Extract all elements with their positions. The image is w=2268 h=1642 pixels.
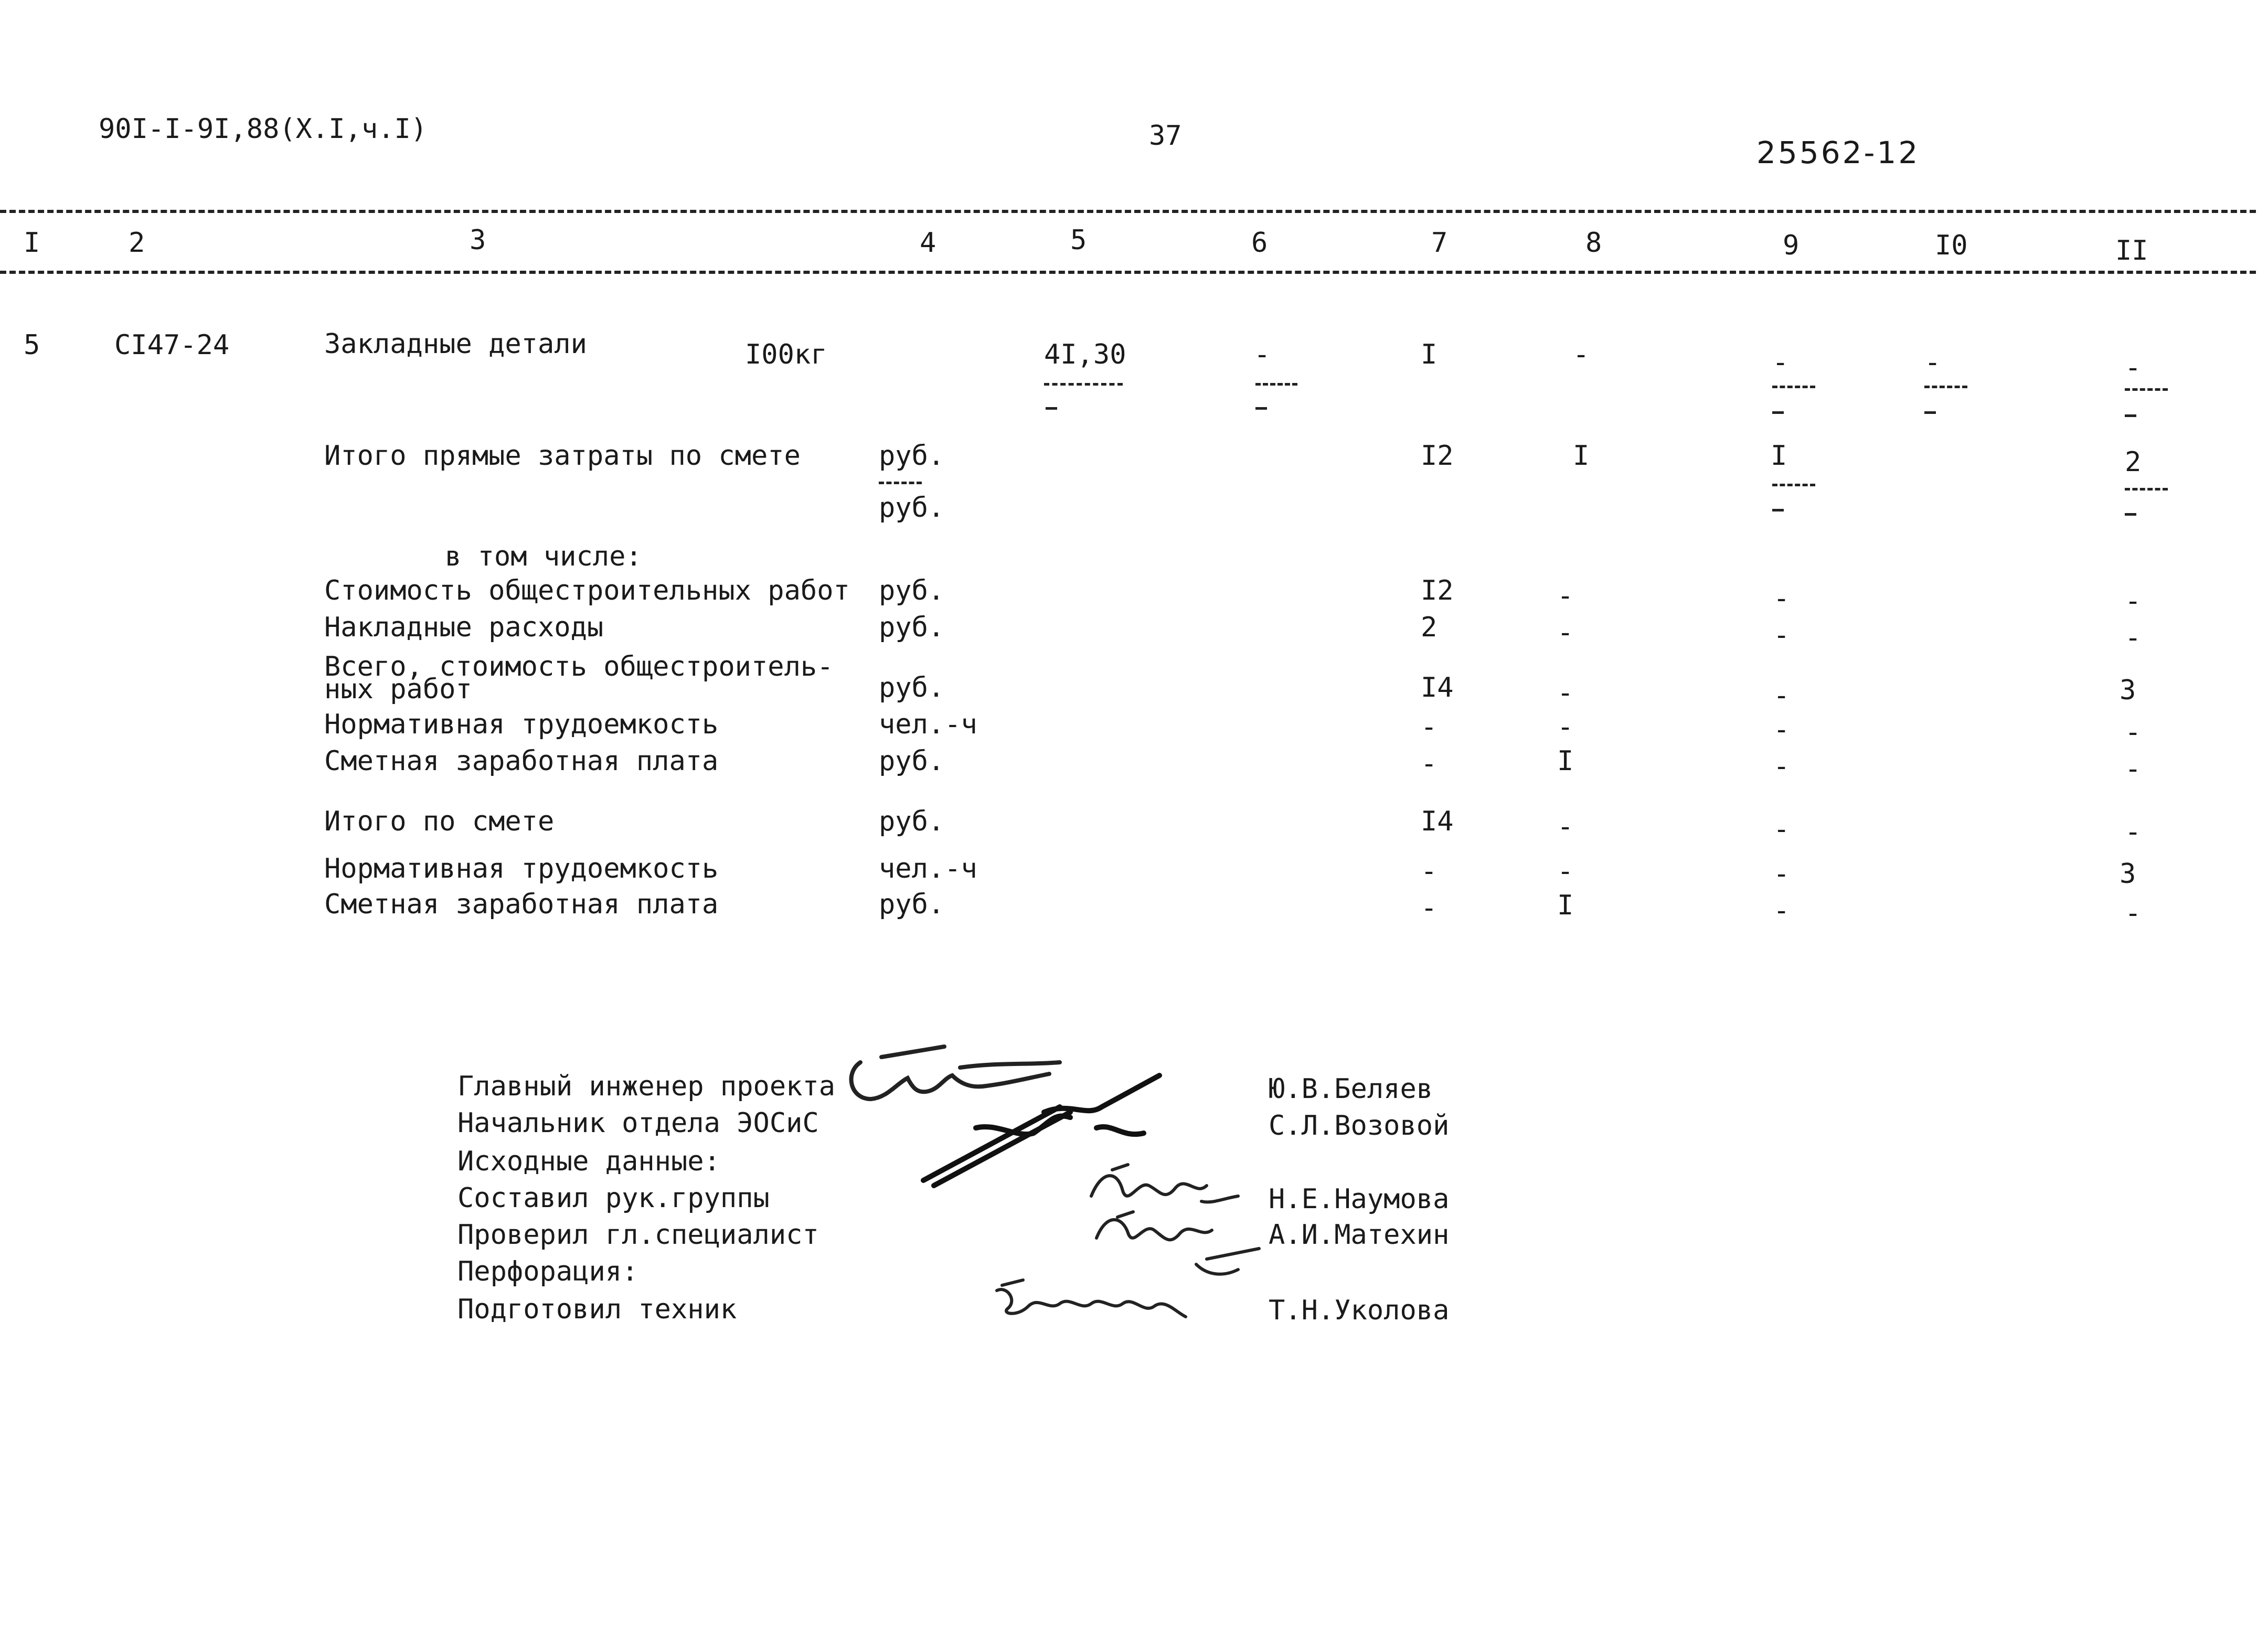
row-label: Сметная заработная плата: [324, 889, 719, 920]
dash-mark: [1924, 411, 1936, 414]
row-col8: -: [1557, 617, 1574, 648]
dash-mark: [2125, 513, 2136, 516]
row-label: Сметная заработная плата: [324, 745, 719, 777]
row-col8: -: [1557, 677, 1574, 709]
row-col8: -: [1557, 711, 1574, 743]
item-col5: 4I,30: [1044, 339, 1126, 370]
item-col8: -: [1573, 339, 1590, 370]
column-header: 9: [1783, 230, 1800, 261]
dash-mark: [1046, 407, 1057, 410]
row-col11: -: [2125, 816, 2142, 848]
row-unit: чел.-ч: [879, 853, 977, 884]
signature-name: С.Л.Возовой: [1269, 1110, 1450, 1142]
page-number: 37: [1149, 120, 1182, 152]
row-col11: 2: [2125, 446, 2142, 478]
fraction-line: [1044, 383, 1123, 386]
column-header: 6: [1251, 227, 1268, 259]
fraction-line: [2125, 488, 2168, 491]
row-col11: 3: [2120, 858, 2136, 890]
row-col7: I2: [1421, 575, 1454, 606]
document-code: 90I-I-9I,88(X.I,ч.I): [99, 113, 428, 145]
row-col8: -: [1557, 580, 1574, 612]
signature-role: Главный инженер проекта: [457, 1071, 836, 1102]
signature-role: Перфорация:: [457, 1256, 638, 1287]
row-col8: -: [1557, 856, 1574, 887]
column-header: 7: [1431, 227, 1448, 259]
signature-name: Ю.В.Беляев: [1269, 1073, 1433, 1105]
archive-number: 25562-12: [1756, 135, 1920, 170]
column-header: 8: [1585, 227, 1602, 259]
row-col9: -: [1773, 714, 1790, 745]
row-col11: 3: [2120, 675, 2136, 706]
signature-technician: [986, 1270, 1207, 1327]
row-col8: I: [1573, 440, 1590, 472]
row-label: Стоимость общестроительных работ: [324, 575, 850, 606]
item-name: Закладные детали: [324, 328, 587, 360]
row-unit: руб.: [879, 612, 945, 643]
column-header: 3: [470, 225, 486, 256]
row-unit: руб.: [879, 575, 945, 606]
signature-name: А.И.Матехин: [1269, 1219, 1450, 1251]
dash-mark: [1255, 407, 1267, 410]
item-col6: -: [1254, 339, 1271, 370]
item-unit: I00кг: [745, 339, 827, 370]
row-col7: I4: [1421, 806, 1454, 837]
signature-name: Т.Н.Уколова: [1269, 1295, 1450, 1326]
row-col11: -: [2125, 717, 2142, 748]
row-col7: 2: [1421, 612, 1438, 643]
column-header: 5: [1070, 225, 1087, 256]
row-col11: -: [2125, 622, 2142, 654]
row-col7: I2: [1421, 440, 1454, 472]
row-label: Итого по смете: [324, 806, 555, 837]
dash-mark: [1772, 411, 1784, 414]
row-col7: -: [1421, 748, 1438, 780]
fraction-line: [1924, 386, 1967, 388]
row-unit: чел.-ч: [879, 709, 977, 740]
signature-role: Исходные данные:: [457, 1146, 720, 1177]
fraction-line: [1255, 383, 1297, 386]
row-col7: I4: [1421, 672, 1454, 703]
row-label: Всего, стоимость общестроитель-: [324, 651, 834, 683]
item-code: CI47-24: [114, 329, 230, 361]
item-col11: -: [2125, 352, 2142, 383]
row-label: Нормативная трудоемкость: [324, 853, 719, 884]
row-number: 5: [24, 329, 40, 361]
row-label: Итого прямые затраты по смете: [324, 440, 801, 472]
column-header: 4: [920, 227, 936, 259]
including-label: в том числе:: [445, 541, 642, 572]
row-col7: -: [1421, 892, 1438, 924]
signature-role: Составил рук.группы: [457, 1182, 770, 1214]
item-col7: I: [1421, 339, 1438, 370]
column-header: I0: [1935, 230, 1968, 261]
row-col9: -: [1773, 858, 1790, 890]
row-unit: руб.: [879, 745, 945, 777]
fraction-line: [879, 482, 922, 484]
row-col8: I: [1557, 745, 1574, 777]
fraction-line: [1772, 386, 1815, 388]
row-col9: -: [1773, 895, 1790, 926]
row-unit-secondary: руб.: [879, 492, 945, 524]
row-label: Нормативная трудоемкость: [324, 709, 719, 740]
dash-mark: [1772, 509, 1784, 511]
signature-role: Проверил гл.специалист: [457, 1219, 819, 1251]
row-unit: руб.: [879, 440, 945, 472]
signature-chief-specialist: [1081, 1201, 1270, 1280]
row-col11: -: [2125, 753, 2142, 785]
row-col11: -: [2125, 898, 2142, 929]
row-col9: -: [1773, 583, 1790, 614]
row-col9: -: [1773, 680, 1790, 711]
item-col10: -: [1924, 347, 1941, 378]
row-col8: -: [1557, 811, 1574, 843]
row-unit: руб.: [879, 672, 945, 703]
row-col9: I: [1771, 440, 1787, 472]
column-header: I: [24, 227, 40, 259]
column-header: 2: [129, 227, 145, 259]
row-col11: -: [2125, 585, 2142, 617]
row-col9: -: [1773, 814, 1790, 845]
dash-mark: [2125, 414, 2136, 417]
fraction-line: [1772, 484, 1815, 486]
signature-role: Подготовил техник: [457, 1294, 737, 1325]
row-col8: I: [1557, 890, 1574, 921]
item-col9: -: [1772, 347, 1789, 378]
row-label-continued: ных работ: [324, 674, 472, 705]
signature-role: Начальник отдела ЭОСиС: [457, 1107, 819, 1139]
header-rule-top: [0, 210, 2256, 213]
row-col7: -: [1421, 711, 1438, 743]
fraction-line: [2125, 388, 2168, 391]
row-col9: -: [1773, 751, 1790, 782]
row-label: Накладные расходы: [324, 612, 604, 643]
row-unit: руб.: [879, 806, 945, 837]
row-col7: -: [1421, 856, 1438, 887]
header-rule-bottom: [0, 271, 2256, 274]
row-col9: -: [1773, 620, 1790, 651]
row-unit: руб.: [879, 889, 945, 920]
signature-name: Н.Е.Наумова: [1269, 1183, 1450, 1215]
column-header: II: [2115, 235, 2148, 266]
